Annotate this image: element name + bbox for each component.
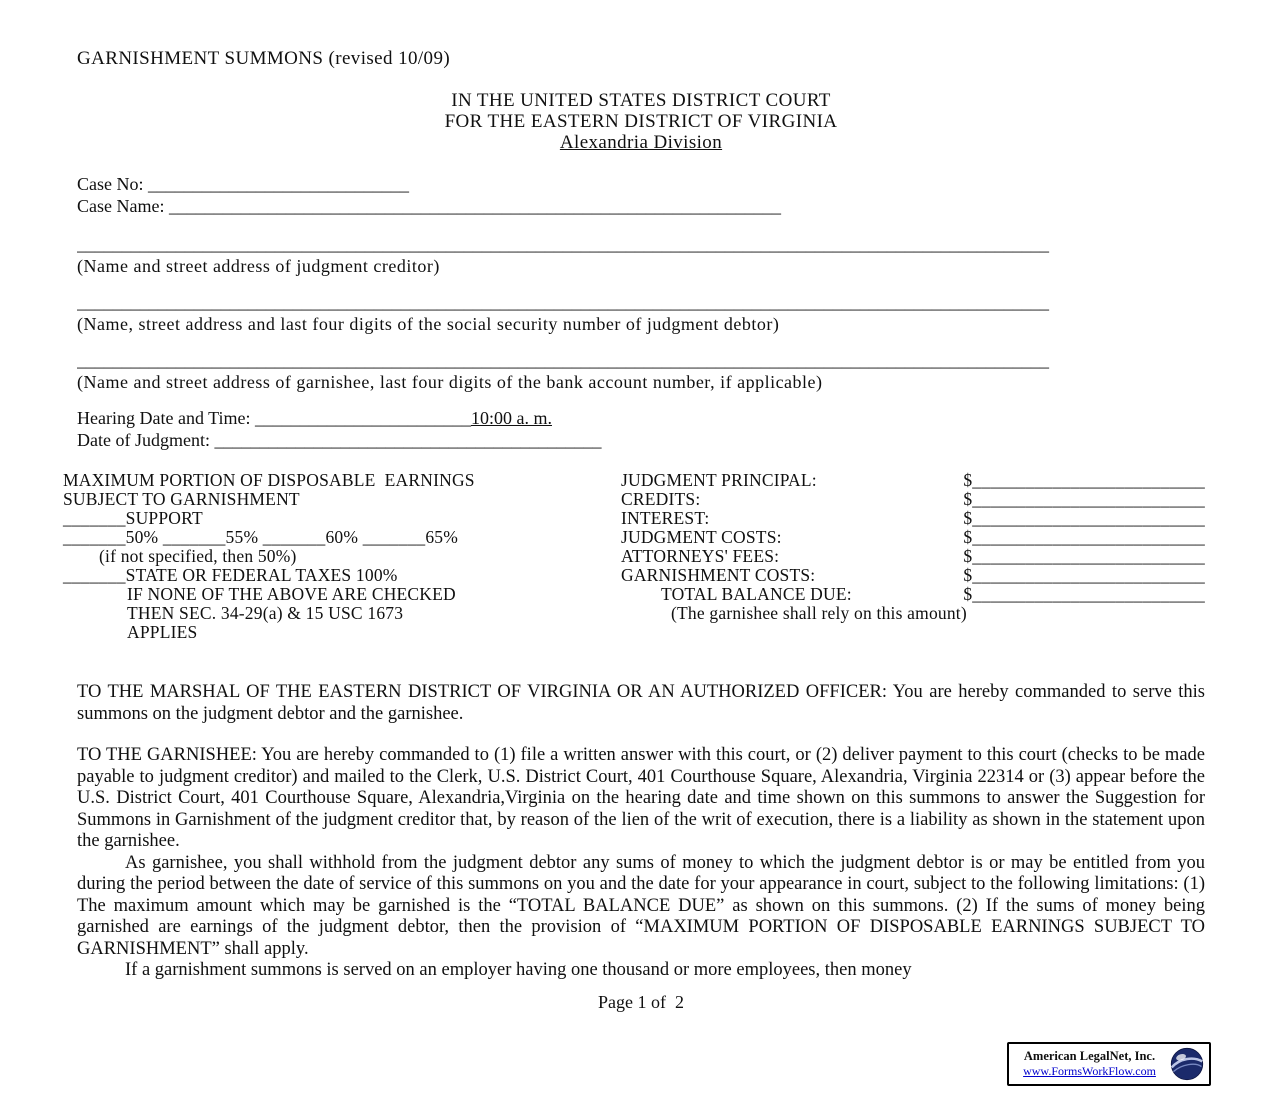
- taxes-option: _______STATE OR FEDERAL TAXES 100%: [63, 565, 398, 585]
- hearing-blank: ________________________: [254, 408, 471, 428]
- amount-row-judgment-costs: [621, 528, 1205, 547]
- paragraph-employer: If a garnishment summons is served on an employer having one thousand or more employees, then money: [125, 960, 912, 980]
- globe-logo-icon: [1170, 1047, 1204, 1081]
- judgment-debtor-caption: (Name, street address and last four digits of the social security number of judgment debtor): [77, 314, 780, 334]
- court-division-line: [77, 132, 1205, 153]
- amount-blank: $__________________________: [963, 585, 1205, 604]
- none-checked-line-1: IF NONE OF THE ABOVE ARE CHECKED: [127, 584, 456, 604]
- amount-label: GARNISHMENT COSTS:: [621, 566, 816, 585]
- amount-label: TOTAL BALANCE DUE:: [661, 585, 852, 604]
- hearing-fields: [77, 407, 1205, 451]
- percent-note: (if not specified, then 50%): [99, 546, 297, 566]
- division-label: Alexandria Division: [559, 132, 723, 153]
- hearing-label: Hearing Date and Time:: [77, 408, 255, 428]
- court-line-1: IN THE UNITED STATES DISTRICT COURT: [451, 90, 831, 111]
- hearing-row: [77, 407, 1205, 429]
- hearing-time: 10:00 a. m.: [470, 408, 552, 428]
- amount-label: INTEREST:: [621, 509, 710, 528]
- amount-blank: $__________________________: [963, 528, 1205, 547]
- judgment-creditor-caption: (Name and street address of judgment creditor): [77, 256, 440, 276]
- case-block: [77, 173, 1205, 217]
- judgment-creditor-block: [77, 233, 1205, 277]
- judgment-date-blank: ___________________________________________: [214, 430, 602, 450]
- amount-label: JUDGMENT COSTS:: [621, 528, 782, 547]
- none-checked-line-2: THEN SEC. 34-29(a) & 15 USC 1673: [127, 603, 404, 623]
- court-line-2: FOR THE EASTERN DISTRICT OF VIRGINIA: [444, 111, 838, 132]
- amounts-column: [621, 471, 1205, 642]
- earnings-title-line-1: MAXIMUM PORTION OF DISPOSABLE EARNINGS: [63, 470, 475, 490]
- amount-row-attorneys-fees: [621, 547, 1205, 566]
- amount-row-judgment-principal: [621, 471, 1205, 490]
- garnishee-caption: (Name and street address of garnishee, last four digits of the bank account number, if applicable): [77, 372, 823, 392]
- amount-blank: $__________________________: [963, 547, 1205, 566]
- none-checked-line-3: APPLIES: [127, 622, 198, 642]
- amount-row-total-balance-due: [621, 585, 1205, 604]
- judgment-date-label: Date of Judgment:: [77, 430, 215, 450]
- earnings-title-line-2: SUBJECT TO GARNISHMENT: [63, 489, 300, 509]
- amount-row-credits: [621, 490, 1205, 509]
- case-name-row: [77, 195, 1205, 217]
- court-heading: [77, 90, 1205, 153]
- case-name-label: Case Name:: [77, 196, 169, 216]
- garnishee-blank: ____________________________________________________________________________________________________________: [77, 350, 1049, 370]
- support-option: _______SUPPORT: [63, 508, 203, 528]
- earnings-column: [63, 471, 621, 642]
- legalnet-company-name: American LegalNet, Inc.: [1023, 1049, 1156, 1063]
- judgment-creditor-blank: ____________________________________________________________________________________________________________: [77, 234, 1049, 254]
- amount-blank: $__________________________: [963, 490, 1205, 509]
- amount-label: JUDGMENT PRINCIPAL:: [621, 471, 817, 490]
- percent-options: _______50% _______55% _______60% _______65%: [63, 527, 459, 547]
- garnishee-rely-note: (The garnishee shall rely on this amount): [671, 604, 967, 623]
- garnishment-summary-section: [63, 471, 1205, 642]
- amount-label: ATTORNEYS' FEES:: [621, 547, 780, 566]
- page-number: Page 1 of 2: [598, 991, 684, 1012]
- case-no-label: Case No:: [77, 174, 148, 194]
- paragraph-withholding: As garnishee, you shall withhold from the judgment debtor any sums of money to which the judgment debtor is or may be entitled from you during the period between the date of service of this summons on you and the date for your appearance in court, subject to the following limitations: (1) The maximum amount which may be garnished is the “TOTAL BALANCE DUE” as shown on this summons. (2) If the sums of money being garnished are earnings of the judgment debtor, then the provision of “MAXIMUM PORTION OF DISPOSABLE EARNINGS SUBJECT TO GARNISHMENT” shall apply.: [77, 852, 1205, 959]
- legalnet-badge: [1007, 1042, 1211, 1086]
- amount-blank: $__________________________: [963, 471, 1205, 490]
- case-no-blank: _____________________________: [148, 174, 409, 194]
- judgment-debtor-block: [77, 291, 1205, 335]
- paragraph-garnishee: TO THE GARNISHEE: You are hereby commanded to (1) file a written answer with this court, or (2) deliver payment to this court (checks to be made payable to judgment creditor) and mailed to the Clerk, U.S. District Court, 401 Courthouse Square, Alexandria, Virginia 22314 or (3) appear before the U.S. District Court, 401 Courthouse Square, Alexandria,Virginia on the hearing date and time shown on this summons to answer the Suggestion for Summons in Garnishment of the judgment creditor that, by reason of the lien of the writ of execution, there is a liability as shown in the statement upon the garnishee.: [77, 745, 1205, 851]
- body-paragraphs: [77, 682, 1205, 982]
- amount-label: CREDITS:: [621, 490, 701, 509]
- judgment-date-row: [77, 429, 1205, 451]
- document-title: GARNISHMENT SUMMONS (revised 10/09): [77, 48, 451, 69]
- amount-row-garnishment-costs: [621, 566, 1205, 585]
- garnishee-block: [77, 349, 1205, 393]
- judgment-debtor-blank: ____________________________________________________________________________________________________________: [77, 292, 1049, 312]
- legalnet-badge-text: [1014, 1049, 1165, 1079]
- case-name-blank: ____________________________________________________________________: [168, 196, 781, 216]
- amount-row-interest: [621, 509, 1205, 528]
- formsworkflow-link[interactable]: www.FormsWorkFlow.com: [1023, 1064, 1156, 1078]
- amount-blank: $__________________________: [963, 566, 1205, 585]
- amount-blank: $__________________________: [963, 509, 1205, 528]
- paragraph-marshal: TO THE MARSHAL OF THE EASTERN DISTRICT OF VIRGINIA OR AN AUTHORIZED OFFICER: You are hereby commanded to serve this summons on the judgment debtor and the garnishee.: [77, 682, 1205, 724]
- case-no-row: [77, 173, 1205, 195]
